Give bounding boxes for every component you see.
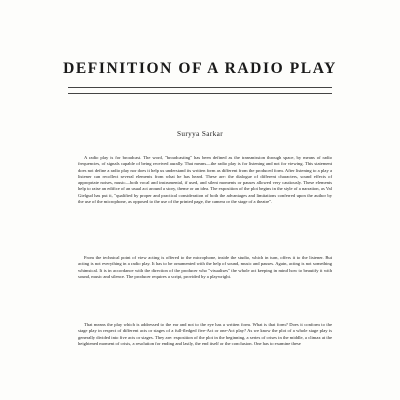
article-title: DEFINITION OF A RADIO PLAY bbox=[63, 60, 337, 78]
body-paragraph-1: A radio play is for broadcast. The word, "broadcasting" has been defined as the transmission through space, by means of radio frequencies, of signals capable of being received aurally. That means—the radio play is for listening and not for viewing. This statement does not define a radio play nor does it help us understand its written form as different from the produced form. After listening to a play a listener can recollect several elements from what he has heard. These are: the dialogue of different characters, sound effects of appropriate noises, music—both vocal and instrumental, if used, and silent moments or pauses allowed very cautiously. These elements help to raise an edifice of an usual act around a story, theme or an idea. The exposition of the plot begins in the style of a narration, as Val Gielgud has put it, "qualified by proper and practical consideration of both the advantages and limitations conferred upon the author by the use of the microphone, as opposed to the use of the printed page, the camera or the stage of a theatre". bbox=[78, 155, 332, 205]
author-name: Suryya Sarkar bbox=[176, 130, 224, 138]
body-paragraph-3: That means the play which is addressed to the ear and not to the eye has a written form. What is that form? Does it conform to the stage play in respect of different acts or stages of a full-fledged five-Act or one-Act play? As we know the plot of a whole stage play is generally divided into five acts or stages. They are: exposition of the plot in the beginning, a series of crises in the middle, a climax at the heightened moment of crisis, a resolution for ending and lastly, the end itself or the conclusion. One has to examine these bbox=[78, 322, 332, 346]
title-rule-bottom bbox=[68, 93, 332, 94]
body-paragraph-2: From the technical point of view acting is offered to the microphone, inside the studio, which in turn, offers it to the listener. But acting is not everything in a radio play. It has to be ornamented with the help of sound, music and pauses. Again, acting is not something whimsical. It is in accordance with the direction of the producer who "visualises" the whole act keeping in mind how to beautify it with sound, music and silence. The producer requires a script, provided by a playwright. bbox=[78, 255, 332, 279]
title-rule-top bbox=[68, 87, 332, 88]
